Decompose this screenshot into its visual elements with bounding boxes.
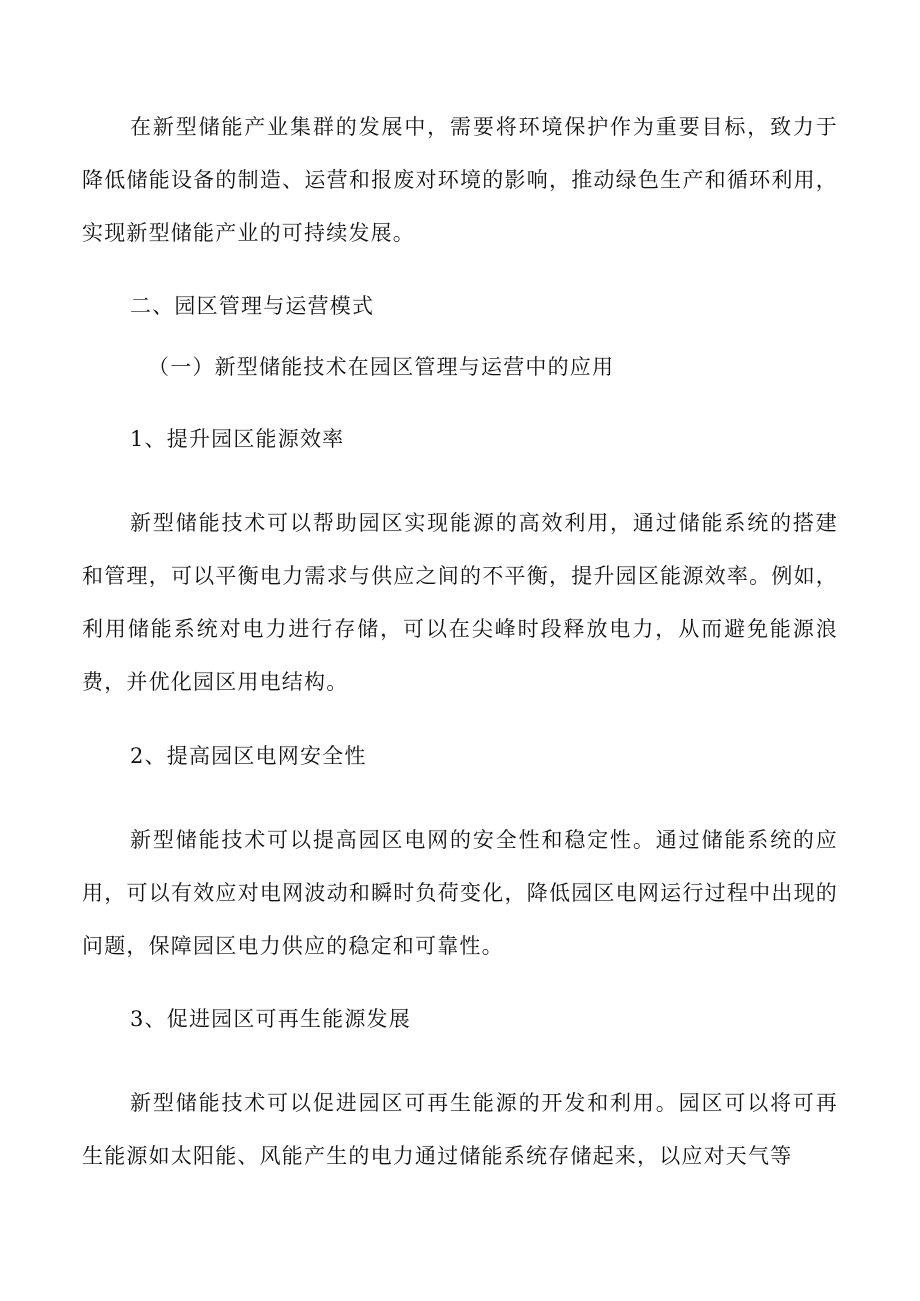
item-1-paragraph: 新型储能技术可以帮助园区实现能源的高效利用，通过储能系统的搭建和管理，可以平衡电力需求与供应之间的不平衡，提升园区能源效率。例如，利用储能系统对电力进行存储，可以在尖峰时段释放电力，从而避免能源浪费，并优化园区用电结构。 [82, 511, 838, 694]
section-heading: 二、园区管理与运营模式 [130, 294, 375, 318]
item-2-paragraph: 新型储能技术可以提高园区电网的安全性和稳定性。通过储能系统的应用，可以有效应对电网波动和瞬时负荷变化，降低园区电网运行过程中出现的问题，保障园区电力供应的稳定和可靠性。 [82, 828, 838, 958]
item-3-paragraph: 新型储能技术可以促进园区可再生能源的开发和利用。园区可以将可再生能源如太阳能、风能产生的电力通过储能系统存储起来，以应对天气等 [82, 1091, 838, 1168]
item-2-heading: 2、提高园区电网安全性 [130, 744, 367, 768]
item-3-heading: 3、促进园区可再生能源发展 [130, 1007, 411, 1031]
subsection-heading: （一）新型储能技术在园区管理与运营中的应用 [148, 355, 615, 379]
item-1-heading: 1、提升园区能源效率 [130, 427, 345, 451]
intro-paragraph: 在新型储能产业集群的发展中，需要将环境保护作为重要目标，致力于降低储能设备的制造、运营和报废对环境的影响，推动绿色生产和循环利用，实现新型储能产业的可持续发展。 [82, 115, 838, 245]
